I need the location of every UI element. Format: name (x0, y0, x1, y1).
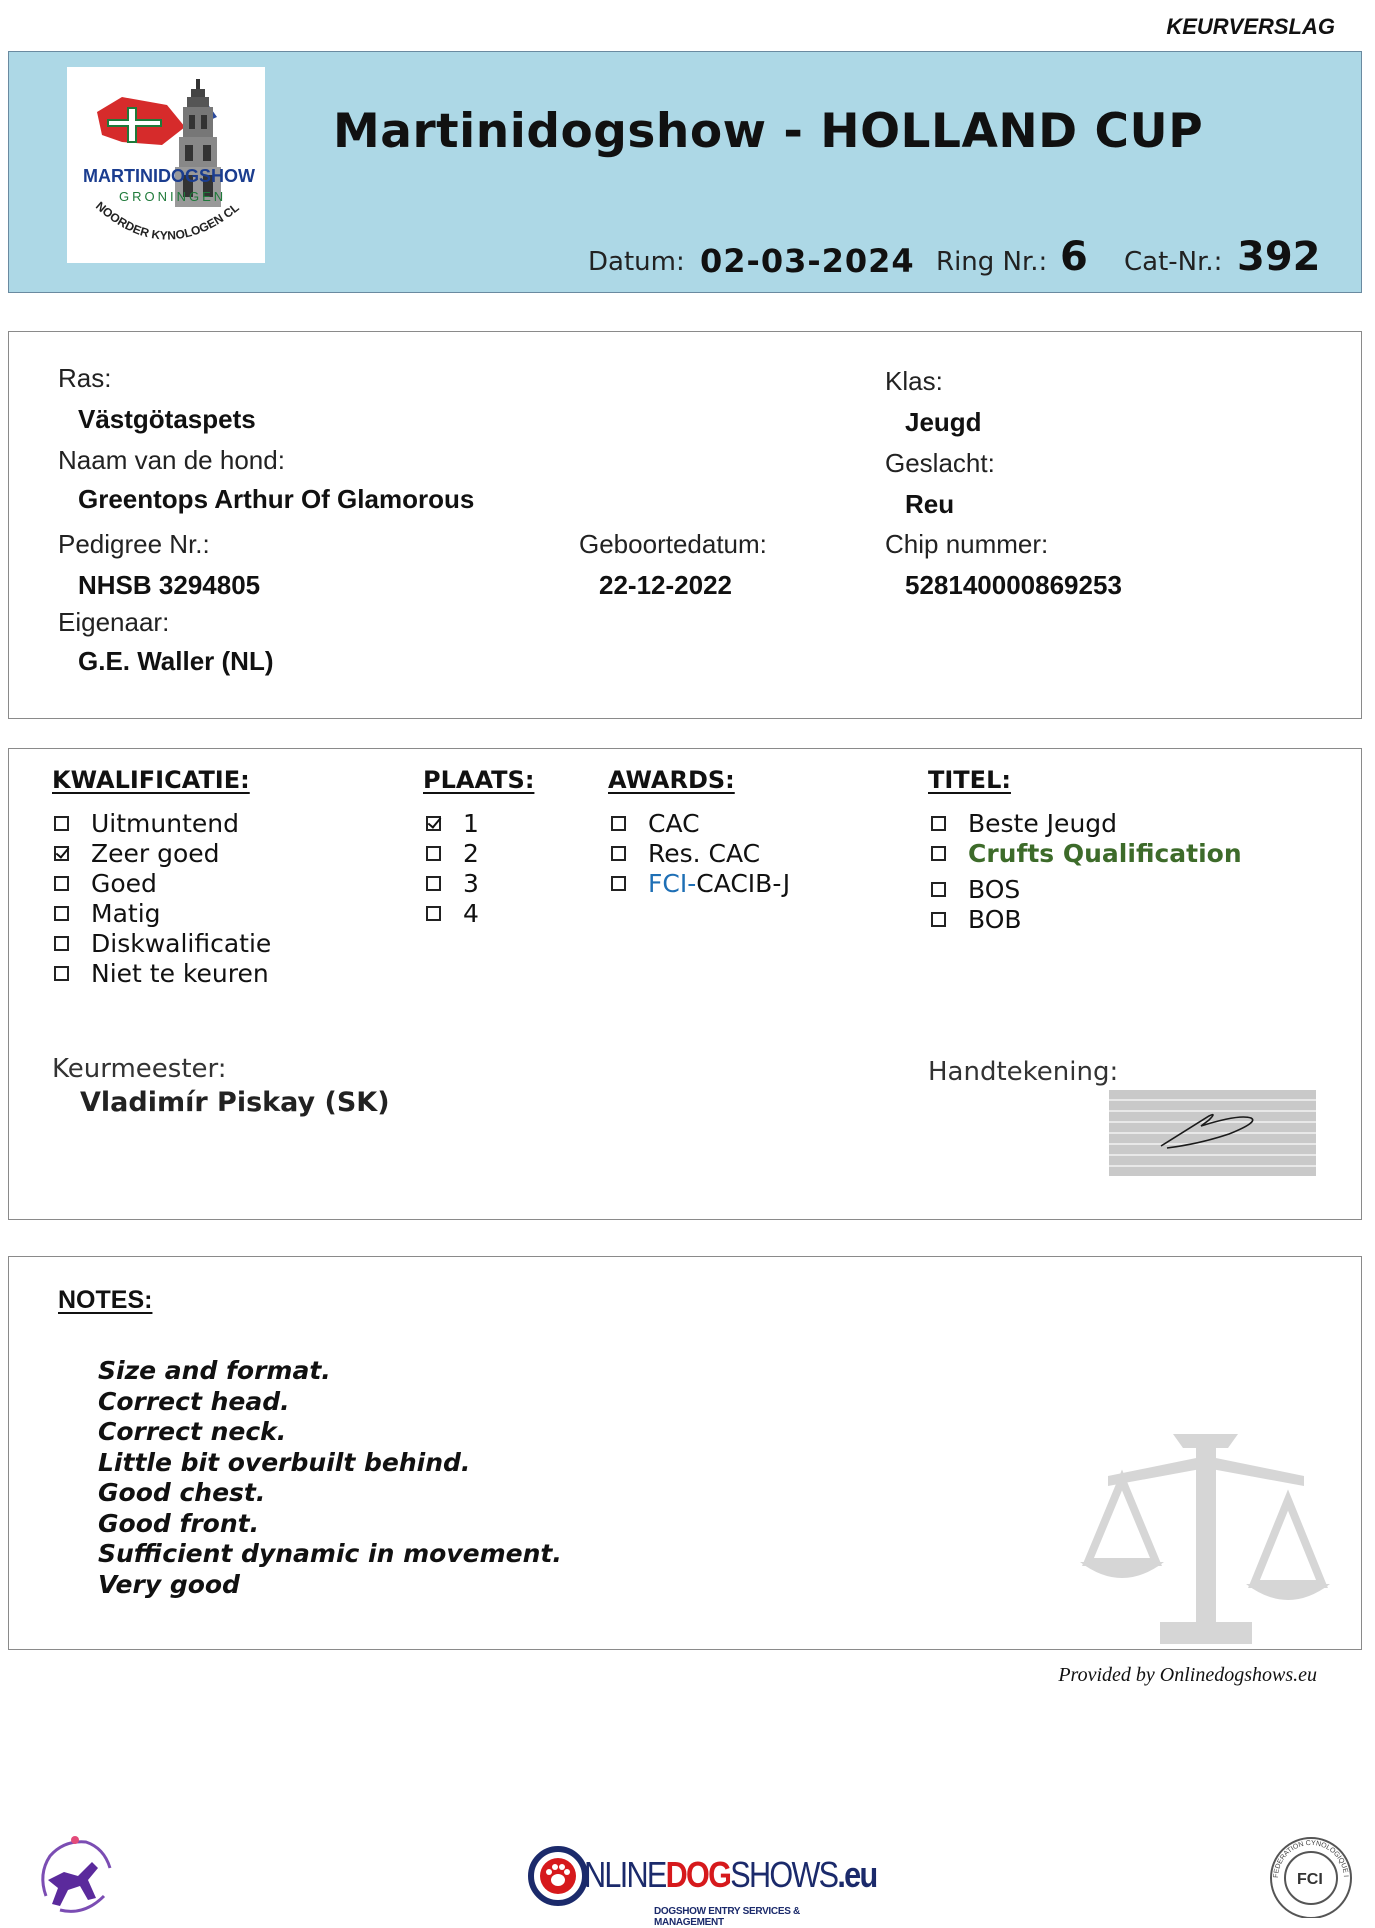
awards-heading: AWARDS: (608, 766, 735, 794)
checkbox[interactable] (611, 846, 626, 861)
logo-top-text: MARTINIDOGSHOW (83, 166, 255, 186)
notes-list (98, 1356, 562, 1600)
ras-value: Västgötaspets (78, 404, 256, 434)
kwalificatie-option-diskwalificatie[interactable]: Diskwalificatie (54, 928, 271, 958)
note-line: Correct neck. (98, 1417, 287, 1446)
note-line: Size and format. (98, 1356, 331, 1385)
naam-value: Greentops Arthur Of Glamorous (78, 484, 475, 514)
geboortedatum-value: 22-12-2022 (599, 570, 732, 600)
brand-circle (528, 1846, 588, 1906)
checkbox[interactable] (426, 876, 441, 891)
fci-prefix: FCI- (648, 868, 697, 898)
plaats-option-2[interactable]: 2 (426, 838, 479, 868)
titel-option-beste-jeugd[interactable]: Beste Jeugd (931, 808, 1242, 838)
eigenaar-label: Eigenaar: (58, 607, 170, 637)
signature-image (1109, 1090, 1316, 1176)
checkbox[interactable] (611, 816, 626, 831)
datum-label: Datum: (588, 247, 685, 277)
ring-label: Ring Nr.: (936, 247, 1048, 277)
geboortedatum-label: Geboortedatum: (579, 529, 767, 559)
keurmeester-label: Keurmeester: (52, 1054, 227, 1084)
pedigree-value: NHSB 3294805 (78, 570, 261, 600)
geslacht-value: Reu (905, 489, 955, 519)
note-line: Correct head. (98, 1386, 290, 1416)
plaats-options (426, 808, 479, 928)
checkbox[interactable] (426, 906, 441, 921)
note-line: Sufficient dynamic in movement. (98, 1539, 562, 1568)
brand-tagline: DOGSHOW ENTRY SERVICES & MANAGEMENT (654, 1906, 800, 1928)
titel-heading: TITEL: (928, 766, 1011, 794)
martinidogshow-logo (67, 67, 265, 263)
chip-label: Chip nummer: (885, 529, 1049, 559)
logo-arc-text: NOORDER KYNOLOGEN CL (93, 198, 242, 243)
scales-of-justice-icon (1078, 1434, 1332, 1646)
klas-value: Jeugd (905, 407, 982, 437)
note-line: Good front. (98, 1508, 260, 1538)
note-line: Little bit overbuilt behind. (98, 1447, 471, 1477)
titel-option-bos[interactable]: BOS (931, 874, 1242, 904)
keurmeester-value: Vladimír Piskay (SK) (80, 1087, 390, 1118)
notes-heading: NOTES: (58, 1286, 153, 1314)
kwalificatie-options (54, 808, 271, 988)
brand-wordmark: NLINEDOGSHOWS.eu (584, 1854, 877, 1895)
plaats-option-1[interactable]: 1 (426, 808, 479, 838)
geslacht-label: Geslacht: (885, 448, 995, 478)
checkbox-checked[interactable] (54, 846, 69, 861)
provided-by-credit: Provided by Onlinedogshows.eu (1058, 1664, 1317, 1686)
fci-logo-icon (1266, 1834, 1356, 1918)
award-option-res-cac[interactable]: Res. CAC (611, 838, 790, 868)
kwalificatie-option-niet-te-keuren[interactable]: Niet te keuren (54, 958, 271, 988)
kwalificatie-option-uitmuntend[interactable]: Uitmuntend (54, 808, 271, 838)
checkbox[interactable] (931, 846, 946, 861)
klas-label: Klas: (885, 366, 943, 396)
award-option-cac[interactable]: CAC (611, 808, 790, 838)
titel-option-crufts[interactable]: Crufts Qualification (931, 838, 1242, 868)
checkbox[interactable] (54, 876, 69, 891)
checkbox-checked[interactable] (426, 816, 441, 831)
checkbox[interactable] (931, 816, 946, 831)
titel-option-bob[interactable]: BOB (931, 904, 1242, 934)
kwalificatie-option-matig[interactable]: Matig (54, 898, 271, 928)
kwalificatie-option-goed[interactable]: Goed (54, 868, 271, 898)
note-line: Good chest. (98, 1478, 266, 1507)
pedigree-label: Pedigree Nr.: (58, 529, 210, 559)
plaats-option-4[interactable]: 4 (426, 898, 479, 928)
note-line: Very good (98, 1569, 240, 1599)
plaats-heading: PLAATS: (423, 766, 535, 794)
fci-arc-text: FEDERATION CYNOLOGIQUE I (1272, 1839, 1349, 1879)
award-option-fci-cacib-j[interactable]: FCI- CACIB-J (611, 868, 790, 898)
naam-label: Naam van de hond: (58, 445, 285, 475)
fci-text: FCI (1297, 1871, 1323, 1888)
cat-label: Cat-Nr.: (1124, 247, 1223, 277)
logo-middle-text: GRONINGEN (119, 189, 227, 204)
handtekening-label: Handtekening: (928, 1057, 1119, 1087)
chip-value: 528140000869253 (905, 570, 1122, 600)
checkbox[interactable] (54, 936, 69, 951)
onlinedogshows-logo (528, 1846, 877, 1928)
ring-value: 6 (1060, 234, 1088, 280)
eigenaar-value: G.E. Waller (NL) (78, 646, 274, 676)
cat-value: 392 (1237, 234, 1321, 280)
plaats-option-3[interactable]: 3 (426, 868, 479, 898)
datum-value: 02-03-2024 (700, 242, 915, 280)
cat-logo-icon (34, 1834, 116, 1916)
checkbox[interactable] (611, 876, 626, 891)
ras-label: Ras: (58, 363, 112, 393)
page-title: Martinidogshow - HOLLAND CUP (333, 104, 1204, 159)
checkbox[interactable] (426, 846, 441, 861)
titel-options (931, 808, 1242, 934)
checkbox[interactable] (54, 906, 69, 921)
kwalificatie-option-zeer-goed[interactable]: Zeer goed (54, 838, 271, 868)
checkbox[interactable] (54, 966, 69, 981)
kwalificatie-heading: KWALIFICATIE: (52, 766, 250, 794)
awards-options (611, 808, 790, 898)
checkbox[interactable] (931, 912, 946, 927)
document-type: KEURVERSLAG (1166, 14, 1335, 39)
checkbox[interactable] (54, 816, 69, 831)
checkbox[interactable] (931, 882, 946, 897)
